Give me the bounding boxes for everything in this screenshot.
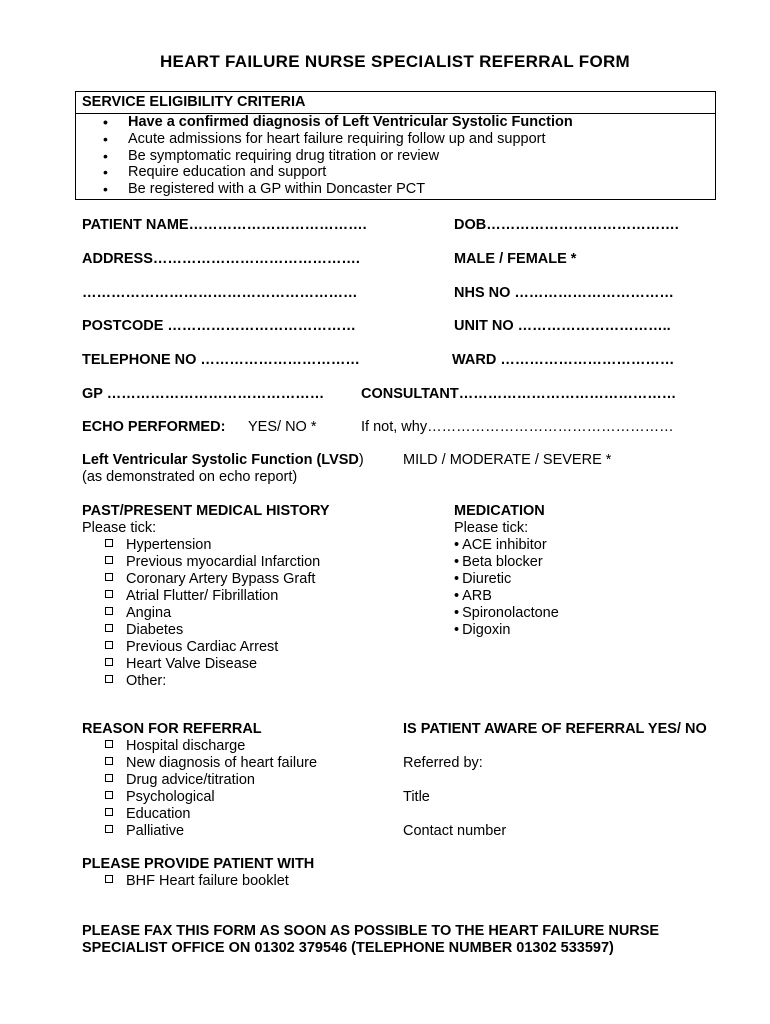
history-item[interactable]: Previous Cardiac Arrest <box>105 639 278 656</box>
bullet-icon: • <box>103 147 108 164</box>
history-item[interactable]: Previous myocardial Infarction <box>105 554 320 571</box>
bullet-icon: • <box>454 571 460 587</box>
lvsd-row <box>82 452 364 469</box>
referred-by-field[interactable]: Referred by: <box>403 755 483 771</box>
bullet-icon: • <box>454 554 460 570</box>
eligibility-list <box>101 114 573 198</box>
referral-item[interactable]: Drug advice/titration <box>105 772 255 789</box>
bullet-icon: • <box>454 605 460 621</box>
bullet-icon: • <box>454 622 460 638</box>
consultant-field[interactable]: CONSULTANT……………………………………… <box>361 386 677 402</box>
form-title: HEART FAILURE NURSE SPECIALIST REFERRAL FORM <box>159 52 631 71</box>
address-field[interactable]: ADDRESS……………………………………. <box>82 251 360 267</box>
history-item[interactable]: Other: <box>105 673 166 690</box>
eligibility-header <box>76 92 715 114</box>
lvsd-note: (as demonstrated on echo report) <box>82 469 298 485</box>
checkbox-icon[interactable] <box>105 875 113 883</box>
history-item[interactable]: Heart Valve Disease <box>105 656 257 673</box>
dob-field[interactable]: DOB…………………………………. <box>454 217 679 233</box>
echo-if-not-field[interactable]: If not, why…………………………………………… <box>361 419 674 435</box>
provide-heading: PLEASE PROVIDE PATIENT WITH <box>82 856 315 872</box>
eligibility-item: • Require education and support <box>103 164 327 181</box>
patient-name-field[interactable]: PATIENT NAME………………………………. <box>82 217 367 233</box>
eligibility-heading: SERVICE ELIGIBILITY CRITERIA <box>82 94 306 110</box>
checkbox-icon[interactable] <box>105 675 113 683</box>
eligibility-item: • Acute admissions for heart failure requiring follow up and support <box>103 130 546 147</box>
bullet-icon: • <box>103 114 108 130</box>
postcode-field[interactable]: POSTCODE ………………………………… <box>82 318 356 334</box>
eligibility-item: • Be registered with a GP within Doncaster PCT <box>103 181 426 198</box>
echo-label: ECHO PERFORMED: <box>82 419 226 435</box>
address-line2-field[interactable]: ………………………………………………… <box>82 285 358 301</box>
checkbox-icon[interactable] <box>105 808 113 816</box>
medication-item[interactable]: • ACE inhibitor <box>454 537 547 553</box>
checkbox-icon[interactable] <box>105 825 113 833</box>
checkbox-icon[interactable] <box>105 556 113 564</box>
contact-number-field[interactable]: Contact number <box>403 823 507 839</box>
lvsd-close-paren: ) <box>358 452 364 468</box>
medication-heading: MEDICATION <box>454 503 545 519</box>
eligibility-box <box>75 91 716 200</box>
provide-item[interactable]: BHF Heart failure booklet <box>105 873 289 890</box>
telephone-field[interactable]: TELEPHONE NO …………………………… <box>82 352 360 368</box>
medication-item[interactable]: • ARB <box>454 588 492 604</box>
checkbox-icon[interactable] <box>105 791 113 799</box>
footer-line1: PLEASE FAX THIS FORM AS SOON AS POSSIBLE TO THE HEART FAILURE NURSE <box>82 923 660 939</box>
history-item[interactable]: Angina <box>105 605 171 622</box>
referral-item[interactable]: Palliative <box>105 823 184 840</box>
lvsd-label: Left Ventricular Systolic Function (LVSD <box>82 452 359 468</box>
checkbox-icon[interactable] <box>105 607 113 615</box>
echo-options[interactable]: YES/ NO * <box>248 419 317 435</box>
referral-item[interactable]: Hospital discharge <box>105 738 245 755</box>
medication-instruction: Please tick: <box>454 520 529 536</box>
checkbox-icon[interactable] <box>105 658 113 666</box>
nhs-no-field[interactable]: NHS NO …………………………… <box>454 285 674 301</box>
title-field[interactable]: Title <box>403 789 430 805</box>
referral-heading: REASON FOR REFERRAL <box>82 721 262 737</box>
checkbox-icon[interactable] <box>105 774 113 782</box>
checkbox-icon[interactable] <box>105 573 113 581</box>
medication-item[interactable]: • Spironolactone <box>454 605 559 621</box>
gp-field[interactable]: GP ……………………………………… <box>82 386 325 402</box>
referral-item[interactable]: Education <box>105 806 191 823</box>
unit-no-field[interactable]: UNIT NO ………………………….. <box>454 318 671 334</box>
checkbox-icon[interactable] <box>105 757 113 765</box>
medication-item[interactable]: • Digoxin <box>454 622 511 638</box>
medication-item[interactable]: • Diuretic <box>454 571 512 587</box>
eligibility-item: • Be symptomatic requiring drug titration or review <box>103 147 440 164</box>
bullet-icon: • <box>454 588 460 604</box>
checkbox-icon[interactable] <box>105 641 113 649</box>
history-heading: PAST/PRESENT MEDICAL HISTORY <box>82 503 330 519</box>
referral-item[interactable]: Psychological <box>105 789 215 806</box>
history-item[interactable]: Hypertension <box>105 537 211 554</box>
sex-field[interactable]: MALE / FEMALE * <box>454 251 577 267</box>
history-item[interactable]: Atrial Flutter/ Fibrillation <box>105 588 278 605</box>
referral-item[interactable]: New diagnosis of heart failure <box>105 755 317 772</box>
checkbox-icon[interactable] <box>105 624 113 632</box>
ward-field[interactable]: WARD ……………………………… <box>452 352 675 368</box>
bullet-icon: • <box>103 181 108 198</box>
checkbox-icon[interactable] <box>105 539 113 547</box>
history-item[interactable]: Coronary Artery Bypass Graft <box>105 571 315 588</box>
checkbox-icon[interactable] <box>105 590 113 598</box>
eligibility-item: • Have a confirmed diagnosis of Left Ventricular Systolic Function <box>103 114 573 130</box>
history-instruction: Please tick: <box>82 520 157 536</box>
awareness-question[interactable]: IS PATIENT AWARE OF REFERRAL YES/ NO <box>403 721 707 737</box>
history-item[interactable]: Diabetes <box>105 622 183 639</box>
bullet-icon: • <box>103 130 108 147</box>
checkbox-icon[interactable] <box>105 740 113 748</box>
bullet-icon: • <box>103 164 108 181</box>
medication-item[interactable]: • Beta blocker <box>454 554 543 570</box>
lvsd-options[interactable]: MILD / MODERATE / SEVERE * <box>403 452 612 468</box>
bullet-icon: • <box>454 537 460 553</box>
footer-line2: SPECIALIST OFFICE ON 01302 379546 (TELEPHONE NUMBER 01302 533597) <box>82 940 614 956</box>
